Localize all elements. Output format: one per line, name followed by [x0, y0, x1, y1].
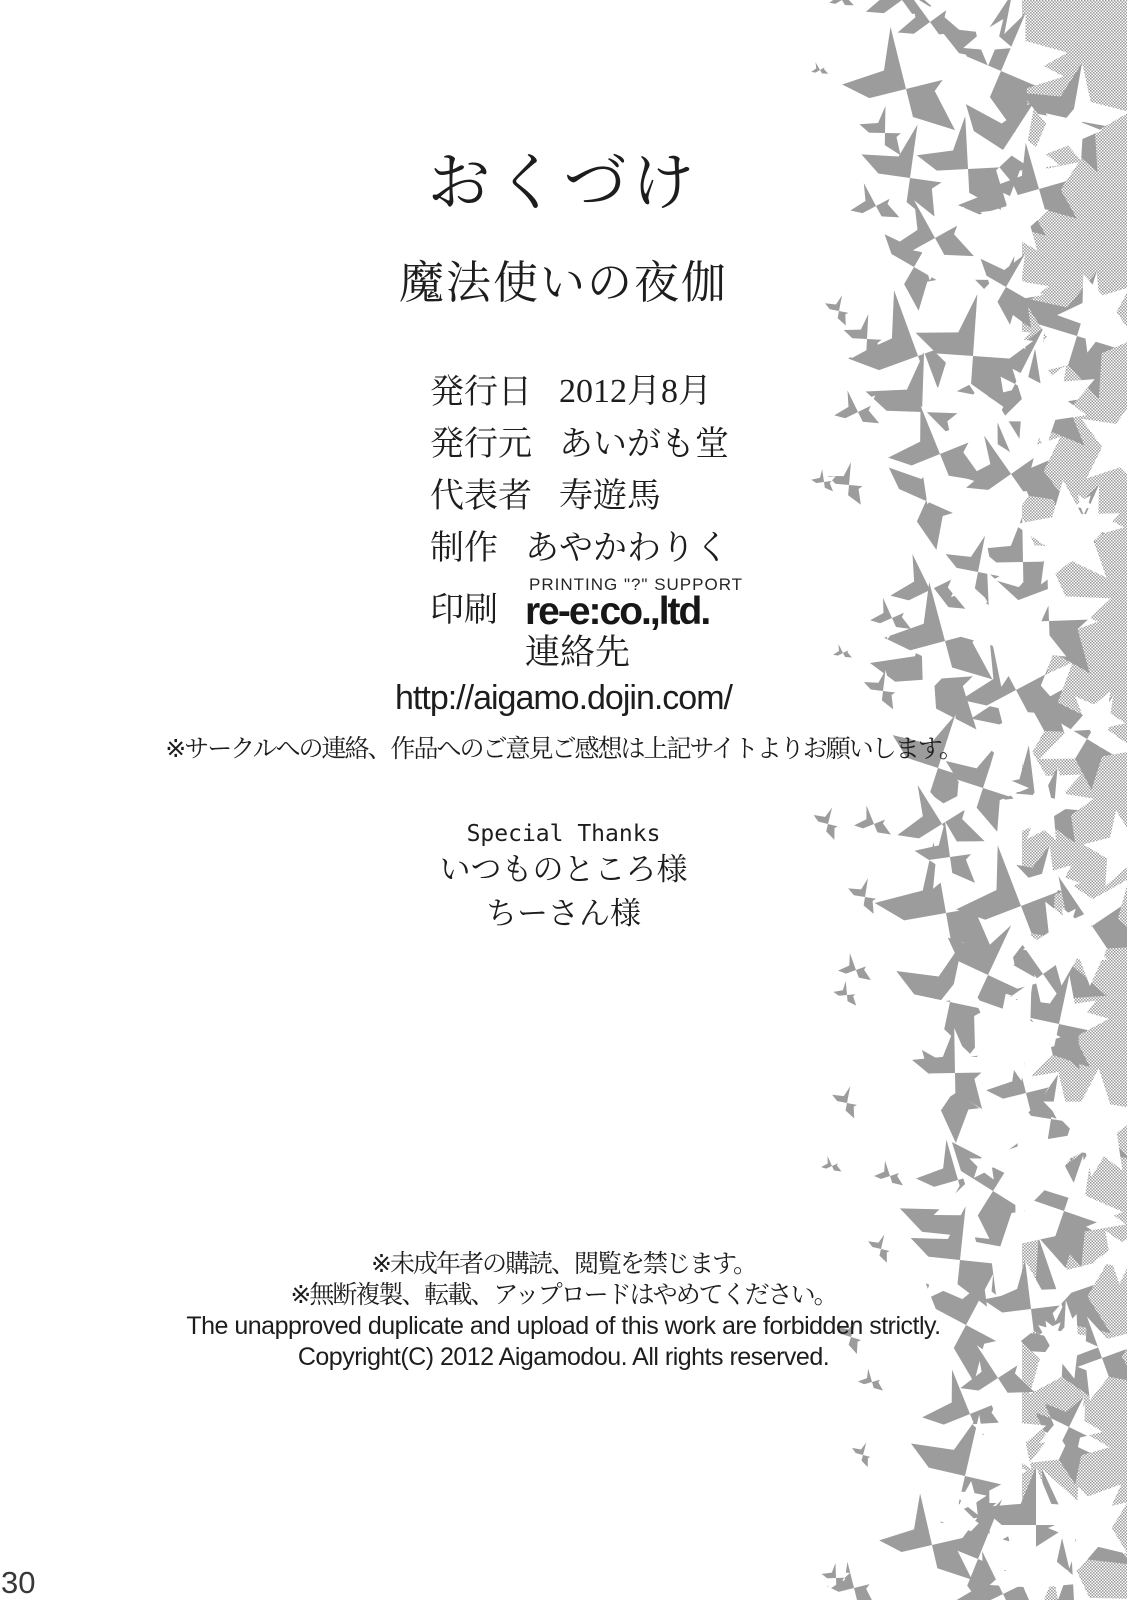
colophon-row-printing [430, 575, 744, 633]
row-label: 発行日 [430, 373, 532, 411]
page-title: おくづけ [427, 148, 700, 218]
contact-note: ※サークルへの連絡、作品へのご意見ご感想は上記サイトよりお願いします。 [165, 735, 962, 763]
row-value: あやかわりく [525, 529, 729, 567]
page-number: 30 [1, 1565, 36, 1600]
colophon-row-production [430, 522, 743, 574]
colophon-row-publisher [430, 418, 743, 470]
printer-logo-name: re-e:co.,ltd. [525, 590, 710, 633]
row-label: 代表者 [430, 477, 532, 515]
row-label: 印刷 [430, 591, 498, 629]
legal-line: ※未成年者の購読、閲覧を禁じます。 [371, 1250, 756, 1278]
legal-notices [0, 1249, 1127, 1373]
book-title: 魔法使いの夜伽 [398, 257, 728, 308]
special-thanks-name: いつものところ様 [439, 852, 688, 887]
colophon-row-date [430, 366, 743, 418]
row-label: 制作 [430, 529, 498, 567]
website-url: http://aigamo.dojin.com/ [395, 679, 732, 717]
row-value: 寿遊馬 [559, 477, 661, 515]
row-label: 発行元 [430, 425, 532, 463]
legal-line: Copyright(C) 2012 Aigamodou. All rights reserved. [297, 1343, 830, 1371]
special-thanks-name: ちーさん様 [486, 896, 641, 931]
printer-logo [525, 575, 744, 633]
printer-logo-tagline: PRINTING "?" SUPPORT [529, 575, 744, 594]
colophon-info [430, 366, 744, 633]
row-value: 2012月8月 [559, 373, 712, 410]
colophon-row-representative [430, 470, 743, 522]
legal-line: ※無断複製、転載、アップロードはやめてください。 [290, 1281, 837, 1309]
special-thanks-heading: Special Thanks [466, 821, 661, 847]
contact-heading: 連絡先 [524, 633, 630, 672]
legal-line: The unapproved duplicate and upload of this work are forbidden strictly. [186, 1312, 941, 1340]
row-value: あいがも堂 [559, 425, 729, 463]
